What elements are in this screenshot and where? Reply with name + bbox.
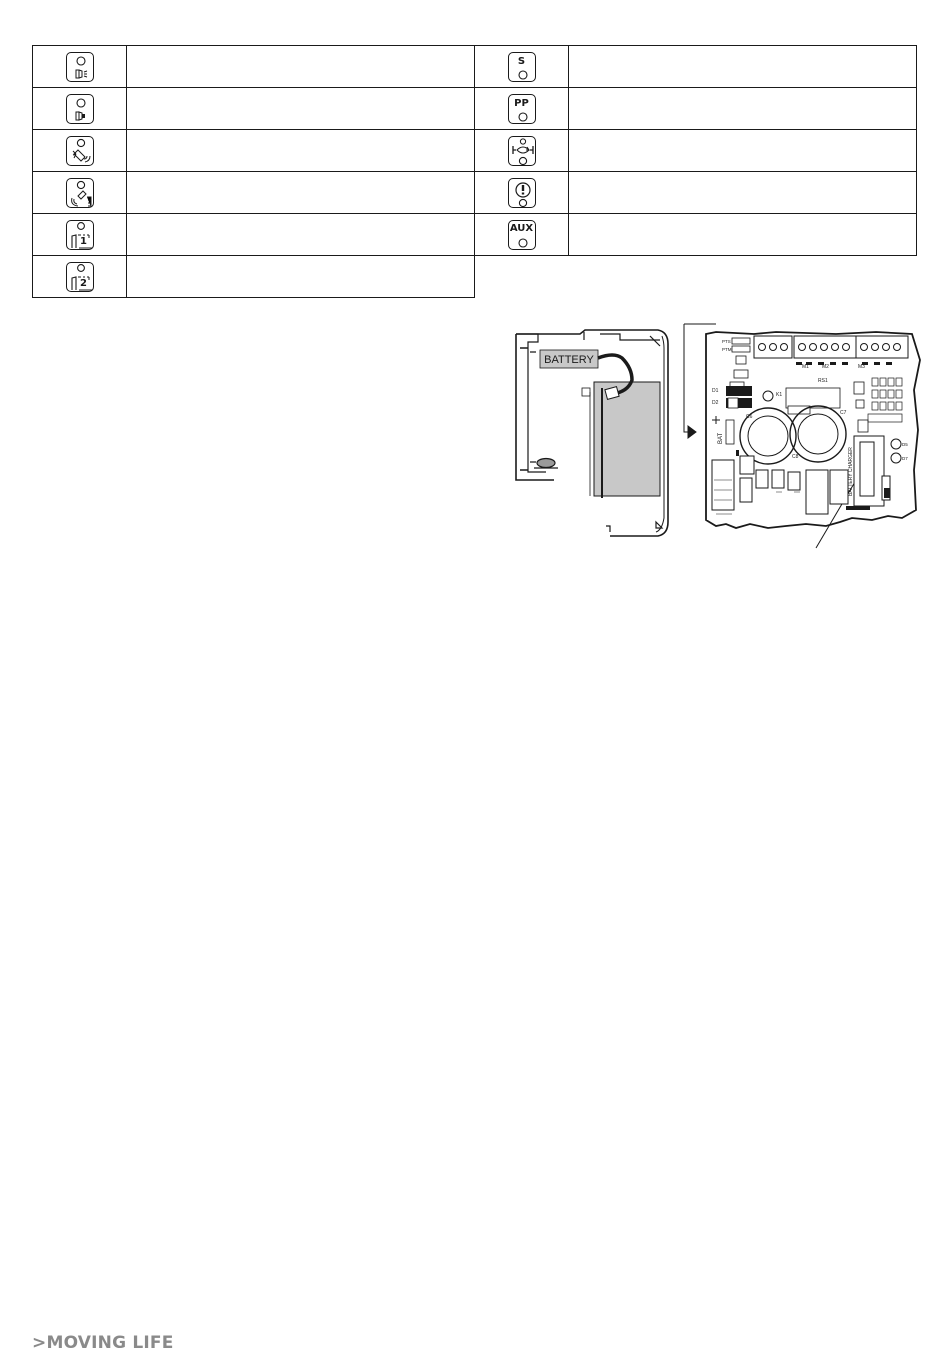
legend-row xyxy=(33,172,917,214)
label-k1: K1 xyxy=(776,392,783,398)
legend-row xyxy=(33,46,917,88)
brand-chevron: > xyxy=(32,1333,47,1353)
label-pts: PTS xyxy=(722,339,731,344)
label-m1: M1 xyxy=(802,364,809,370)
legend-row xyxy=(33,214,917,256)
legend-description xyxy=(569,172,917,214)
control-board-illustration xyxy=(676,320,928,550)
loop-icon xyxy=(508,136,536,166)
brand-text: MOVING LIFE xyxy=(46,1333,174,1353)
label-rs1: RS1 xyxy=(818,378,828,384)
legend-row xyxy=(33,130,917,172)
battery-housing-illustration xyxy=(510,322,680,544)
label-bat: BAT xyxy=(718,432,724,444)
legend-description xyxy=(127,172,475,214)
legend-description xyxy=(569,88,917,130)
label-c8: C8 xyxy=(792,454,799,460)
legend-row xyxy=(33,256,917,298)
label-c7: C7 xyxy=(840,410,847,416)
photocell-icon xyxy=(66,136,94,166)
label-m3: M3 xyxy=(858,364,865,370)
legend-description xyxy=(127,130,475,172)
label-d1: D1 xyxy=(712,388,719,394)
brand-logo xyxy=(32,1333,174,1353)
led-pp-icon: PP xyxy=(508,94,536,124)
legend-row xyxy=(33,88,917,130)
gate-closed-lamp-icon xyxy=(66,94,94,124)
label-c6: C6 xyxy=(746,414,753,420)
led-aux-icon: AUX xyxy=(508,220,536,250)
gate-open-lamp-icon xyxy=(66,52,94,82)
led-legend-table xyxy=(32,45,917,298)
label-battery-charger: BATTERY CHARGER xyxy=(848,447,854,496)
legend-description xyxy=(127,214,475,256)
label-d7: D7 xyxy=(902,456,908,461)
legend-description xyxy=(569,46,917,88)
safety-edge-icon xyxy=(66,178,94,208)
legend-description xyxy=(569,214,917,256)
legend-description xyxy=(127,256,475,298)
legend-description xyxy=(127,46,475,88)
led-s-icon: S xyxy=(508,52,536,82)
legend-description xyxy=(569,130,917,172)
battery-label: BATTERY xyxy=(544,354,594,366)
label-ptm: PTM xyxy=(722,347,732,352)
alarm-icon xyxy=(508,178,536,208)
partial-open-1-icon: 1 xyxy=(66,220,94,250)
partial-open-2-icon: 2 xyxy=(66,262,94,292)
label-d5: D5 xyxy=(902,442,908,447)
label-d2: D2 xyxy=(712,400,719,406)
legend-description xyxy=(127,88,475,130)
label-m2: M2 xyxy=(822,364,829,370)
